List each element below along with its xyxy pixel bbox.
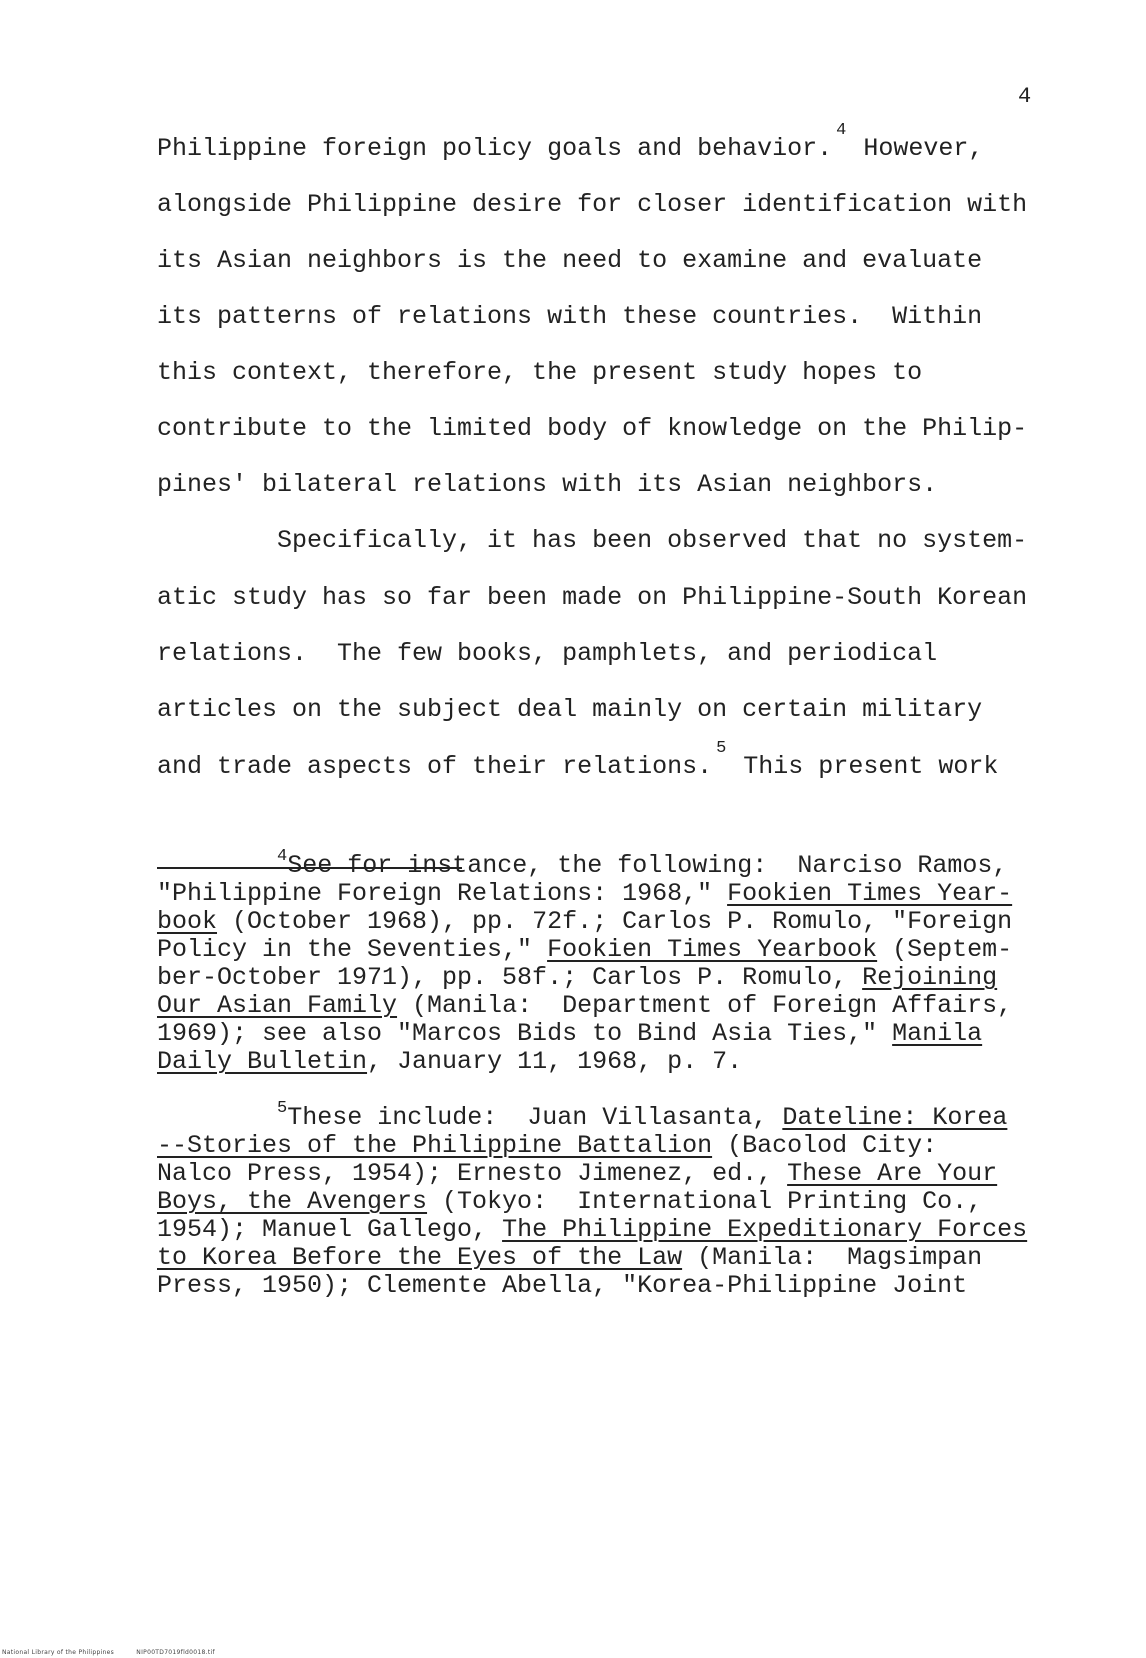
citation-title: --Stories of the Philippine Battalion xyxy=(157,1131,713,1160)
footnote-text: (Manila: Department of Foreign Affairs, xyxy=(397,991,1013,1020)
footnote-5-line xyxy=(157,1273,967,1298)
body-line: pines' bilateral relations with its Asian neighbors. xyxy=(157,470,938,499)
body-line: this context, therefore, the present study hopes to xyxy=(157,358,923,387)
citation-title: Fookien Times Yearbook xyxy=(547,935,878,964)
footnote-5-line xyxy=(157,1133,937,1158)
footnote-marker: 4 xyxy=(277,847,288,866)
footnote-4-line xyxy=(157,993,1012,1018)
footnote-text xyxy=(157,851,277,880)
citation-title: book xyxy=(157,907,218,936)
footnote-4-line xyxy=(157,1021,982,1046)
footnote-5-line xyxy=(157,1099,1008,1132)
footnote-marker: 5 xyxy=(277,1099,288,1118)
footnote-text: ber-October 1971), pp. 58f.; Carlos P. Romulo, xyxy=(157,963,863,992)
footnote-text: These include: Juan Villasanta, xyxy=(287,1103,783,1132)
footnote-text: Nalco Press, 1954); Ernesto Jimenez, ed., xyxy=(157,1159,788,1188)
library-credit: National Library of the Philippines xyxy=(2,1649,115,1656)
footnote-text: 1969); see also "Marcos Bids to Bind Asia Ties," xyxy=(157,1019,893,1048)
footnote-text: , January 11, 1968, p. 7. xyxy=(367,1047,743,1076)
citation-title: Our Asian Family xyxy=(157,991,398,1020)
body-line: atic study has so far been made on Philippine-South Korean xyxy=(157,583,1028,612)
citation-title: The Philippine Expeditionary Forces xyxy=(502,1215,1028,1244)
page-number: 4 xyxy=(1018,84,1032,109)
footnote-5-line xyxy=(157,1217,1027,1242)
footnote-text: (October 1968), pp. 72f.; Carlos P. Romulo, "Foreign xyxy=(217,907,1013,936)
footnote-4-line xyxy=(157,1049,742,1074)
body-line xyxy=(157,121,1057,163)
citation-title: Manila xyxy=(892,1019,983,1048)
footnote-5-line xyxy=(157,1245,982,1270)
body-line: its Asian neighbors is the need to examine and evaluate xyxy=(157,246,983,275)
body-line: alongside Philippine desire for closer identification with xyxy=(157,190,1028,219)
body-line: Specifically, it has been observed that no system- xyxy=(157,526,1028,555)
footnote-text: (Bacolod City: xyxy=(712,1131,938,1160)
footnote-text: (Manila: Magsimpan xyxy=(682,1243,983,1272)
footnote-4-line xyxy=(157,881,1012,906)
citation-title: Dateline: Korea xyxy=(782,1103,1008,1132)
footnote-text: Policy in the Seventies," xyxy=(157,935,548,964)
footnote-text: See for instance, the following: Narciso Ramos, xyxy=(287,851,1008,880)
footnote-reference: 4 xyxy=(836,121,847,140)
footnote-text: (Septem- xyxy=(877,935,1013,964)
footnote-text: "Philippine Foreign Relations: 1968," xyxy=(157,879,728,908)
body-line-text: Philippine foreign policy goals and behavior. xyxy=(157,134,833,163)
scan-file-id: NIP00TD7019fld0018.tif xyxy=(136,1649,215,1656)
footnote-4-line xyxy=(157,965,997,990)
body-line-text: This present work xyxy=(728,752,999,781)
footnote-4-line xyxy=(157,909,1012,934)
body-line: its patterns of relations with these countries. Within xyxy=(157,302,983,331)
body-line: relations. The few books, pamphlets, and periodical xyxy=(157,639,938,668)
body-line-text: and trade aspects of their relations. xyxy=(157,752,713,781)
footnote-text: 1954); Manuel Gallego, xyxy=(157,1215,503,1244)
body-line: contribute to the limited body of knowledge on the Philip- xyxy=(157,414,1028,443)
footnote-text xyxy=(157,1103,277,1132)
citation-title: Rejoining xyxy=(862,963,998,992)
footnote-reference: 5 xyxy=(716,739,727,758)
footnote-4-line xyxy=(157,847,1008,880)
citation-title: Boys, the Avengers xyxy=(157,1187,428,1216)
scan-footer xyxy=(2,1649,235,1656)
footnote-5-line xyxy=(157,1161,997,1186)
citation-title: These Are Your xyxy=(787,1159,998,1188)
footnote-text: Press, 1950); Clemente Abella, "Korea-Philippine Joint xyxy=(157,1271,968,1300)
citation-title: Fookien Times Year- xyxy=(727,879,1013,908)
body-line: articles on the subject deal mainly on certain military xyxy=(157,695,983,724)
body-line xyxy=(157,739,1057,781)
footnote-5-line xyxy=(157,1189,982,1214)
citation-title: to Korea Before the Eyes of the Law xyxy=(157,1243,683,1272)
footnote-text: (Tokyo: International Printing Co., xyxy=(427,1187,983,1216)
citation-title: Daily Bulletin xyxy=(157,1047,368,1076)
footnote-4-line xyxy=(157,937,1012,962)
body-line-text: However, xyxy=(848,134,984,163)
